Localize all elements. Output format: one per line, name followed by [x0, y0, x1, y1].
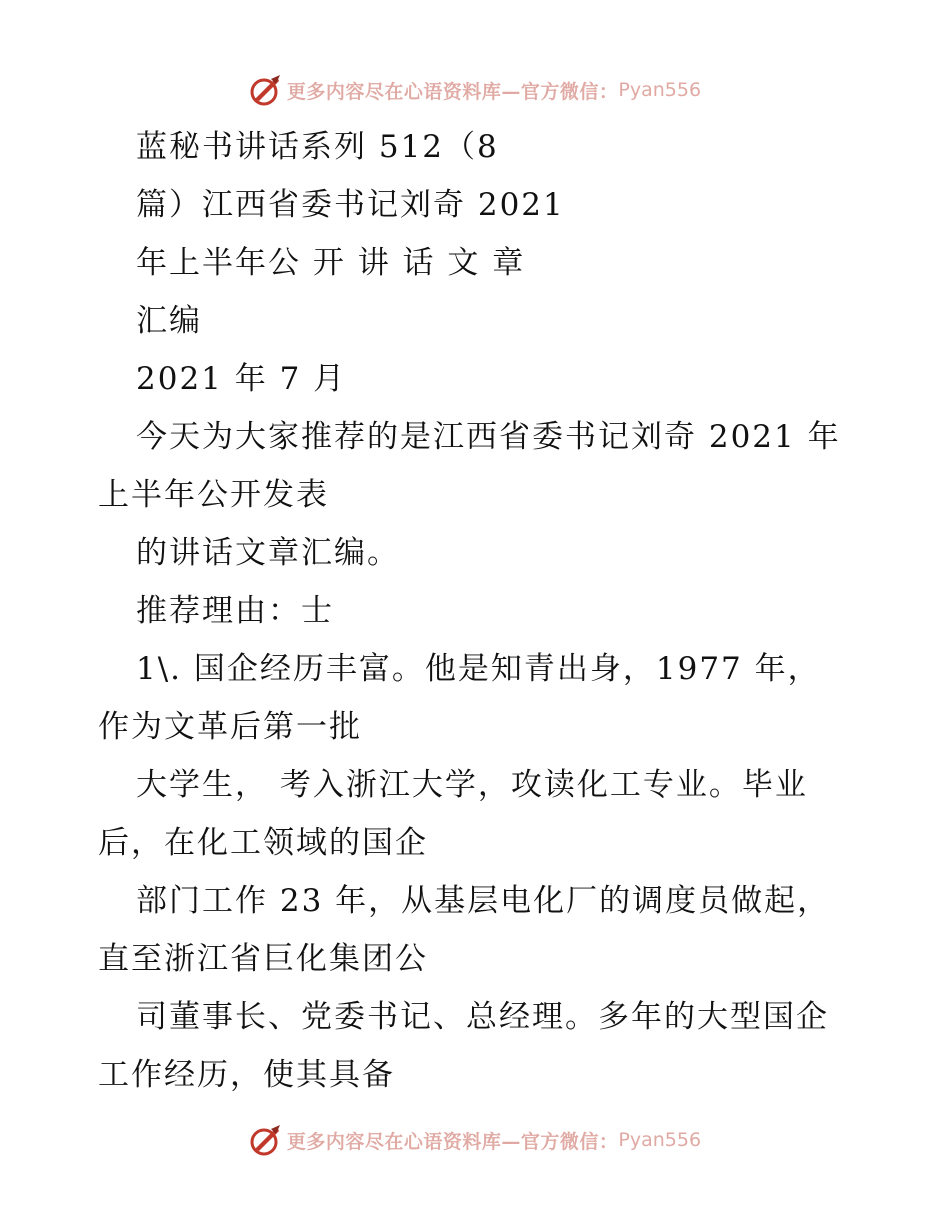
document-body — [98, 118, 858, 1104]
watermark-text: 更多内容尽在心语资料库—官方微信： — [286, 80, 619, 103]
quill-pen-logo-icon — [249, 1123, 283, 1157]
paragraph-3-first-line: 推荐理由：士 — [136, 593, 334, 629]
title-line-4: 汇编 — [136, 303, 202, 339]
footer-watermark — [0, 1120, 950, 1160]
paragraph-4-first-line: 1\. 国企经历丰富。他是知青出身，1977 年， — [136, 651, 821, 687]
paragraph-2-first-line: 的讲话文章汇编。 — [136, 535, 400, 571]
document-date: 2021 年 7 月 — [136, 361, 347, 397]
title-line-3: 年上半年公 开 讲 话 文 章 — [136, 245, 526, 281]
watermark-text: 更多内容尽在心语资料库—官方微信： — [286, 1130, 619, 1153]
paragraph-4-continuation: 作为文革后第一批 — [98, 709, 362, 745]
header-watermark — [0, 70, 950, 110]
watermark-wechat-id: Pyan556 — [618, 79, 702, 101]
paragraph-1-first-line: 今天为大家推荐的是江西省委书记刘奇 2021 年 — [136, 419, 841, 455]
paragraph-1-continuation: 上半年公开发表 — [98, 477, 329, 513]
paragraph-7-continuation: 工作经历，使其具备 — [98, 1057, 395, 1093]
quill-pen-logo-icon — [249, 73, 283, 107]
title-line-1: 蓝秘书讲话系列 512（8 — [136, 129, 499, 165]
paragraph-7-first-line: 司董事长、党委书记、总经理。多年的大型国企 — [136, 999, 829, 1035]
paragraph-6-continuation: 直至浙江省巨化集团公 — [98, 941, 428, 977]
paragraph-5-continuation: 后，在化工领域的国企 — [98, 825, 428, 861]
paragraph-5-first-line: 大学生， 考入浙江大学，攻读化工专业。毕业 — [136, 767, 808, 803]
paragraph-6-first-line: 部门工作 23 年，从基层电化厂的调度员做起， — [136, 883, 831, 919]
title-line-2: 篇）江西省委书记刘奇 2021 — [136, 187, 565, 223]
watermark-wechat-id: Pyan556 — [618, 1129, 702, 1151]
